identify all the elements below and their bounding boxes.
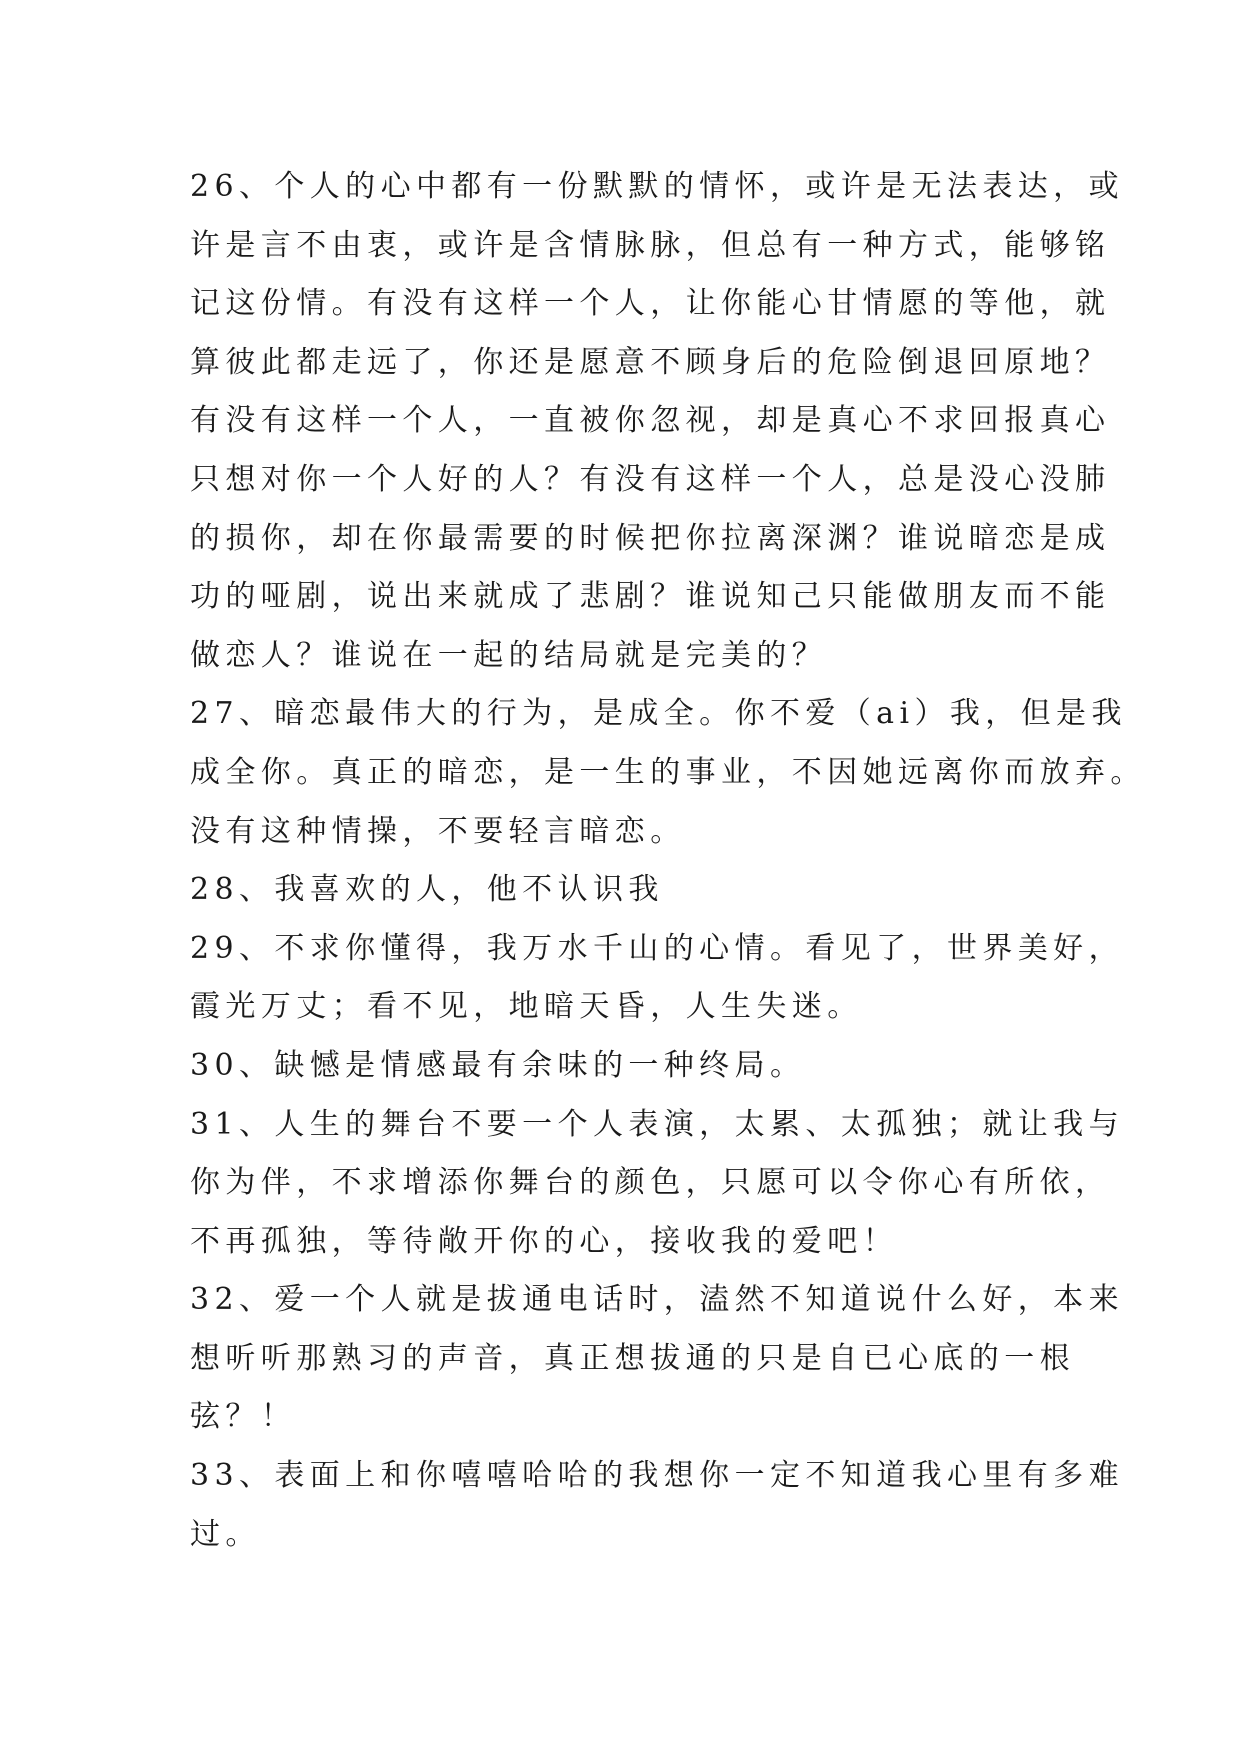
paragraph-30 bbox=[190, 1037, 1060, 1096]
paragraph-31 bbox=[190, 1096, 1124, 1272]
text-line: 29、不求你懂得，我万水千山的心情。看见了，世界美好， bbox=[190, 930, 1124, 966]
document-body bbox=[190, 158, 1146, 1564]
text-line: 成全你。真正的暗恋，是一生的事业，不因她远离你而放弃。 bbox=[190, 754, 1146, 790]
text-line: 想听听那熟习的声音，真正想拔通的只是自已心底的一根 bbox=[190, 1340, 1075, 1376]
text-line: 26、个人的心中都有一份默默的情怀，或许是无法表达，或 bbox=[190, 169, 1124, 204]
paragraph-26 bbox=[190, 158, 1124, 685]
text-line: 的损你，却在你最需要的时候把你拉离深渊？谁说暗恋是成 bbox=[190, 520, 1111, 556]
text-line: 没有这种情操，不要轻言暗恋。 bbox=[190, 813, 686, 849]
text-line: 32、爱一个人就是拔通电话时，溘然不知道说什么好，本来 bbox=[190, 1282, 1124, 1318]
paragraph-33 bbox=[190, 1447, 1124, 1564]
text-line: 不再孤独，等待敞开你的心，接收我的爱吧！ bbox=[190, 1223, 898, 1259]
text-line: 33、表面上和你嘻嘻哈哈的我想你一定不知道我心里有多难 bbox=[190, 1458, 1124, 1494]
text-line: 过。 bbox=[190, 1516, 261, 1552]
text-line: 31、人生的舞台不要一个人表演，太累、太孤独；就让我与 bbox=[190, 1106, 1124, 1142]
paragraph-29 bbox=[190, 920, 1124, 1037]
paragraph-32 bbox=[190, 1271, 1124, 1447]
text-line: 霞光万丈；看不见，地暗天昏，人生失迷。 bbox=[190, 989, 863, 1025]
text-line: 算彼此都走远了，你还是愿意不顾身后的危险倒退回原地？ bbox=[190, 344, 1111, 380]
text-line: 28、我喜欢的人，他不认识我 bbox=[190, 872, 664, 908]
text-line: 记这份情。有没有这样一个人，让你能心甘情愿的等他，就 bbox=[190, 286, 1111, 322]
text-line: 27、暗恋最伟大的行为，是成全。你不爱（ai）我，但是我 bbox=[190, 696, 1127, 732]
text-line: 你为伴，不求增添你舞台的颜色，只愿可以令你心有所依， bbox=[190, 1165, 1111, 1201]
text-line: 做恋人？谁说在一起的结局就是完美的？ bbox=[190, 637, 828, 673]
paragraph-27 bbox=[190, 685, 1146, 861]
text-line: 弦？！ bbox=[190, 1399, 297, 1435]
text-line: 30、缺憾是情感最有余味的一种终局。 bbox=[190, 1047, 806, 1083]
text-line: 有没有这样一个人，一直被你忽视，却是真心不求回报真心 bbox=[190, 403, 1111, 439]
text-line: 功的哑剧，说出来就成了悲剧？谁说知己只能做朋友而不能 bbox=[190, 579, 1111, 615]
text-line: 许是言不由衷，或许是含情脉脉，但总有一种方式，能够铭 bbox=[190, 227, 1111, 263]
paragraph-28 bbox=[190, 861, 1060, 920]
text-line: 只想对你一个人好的人？有没有这样一个人，总是没心没肺 bbox=[190, 461, 1111, 497]
